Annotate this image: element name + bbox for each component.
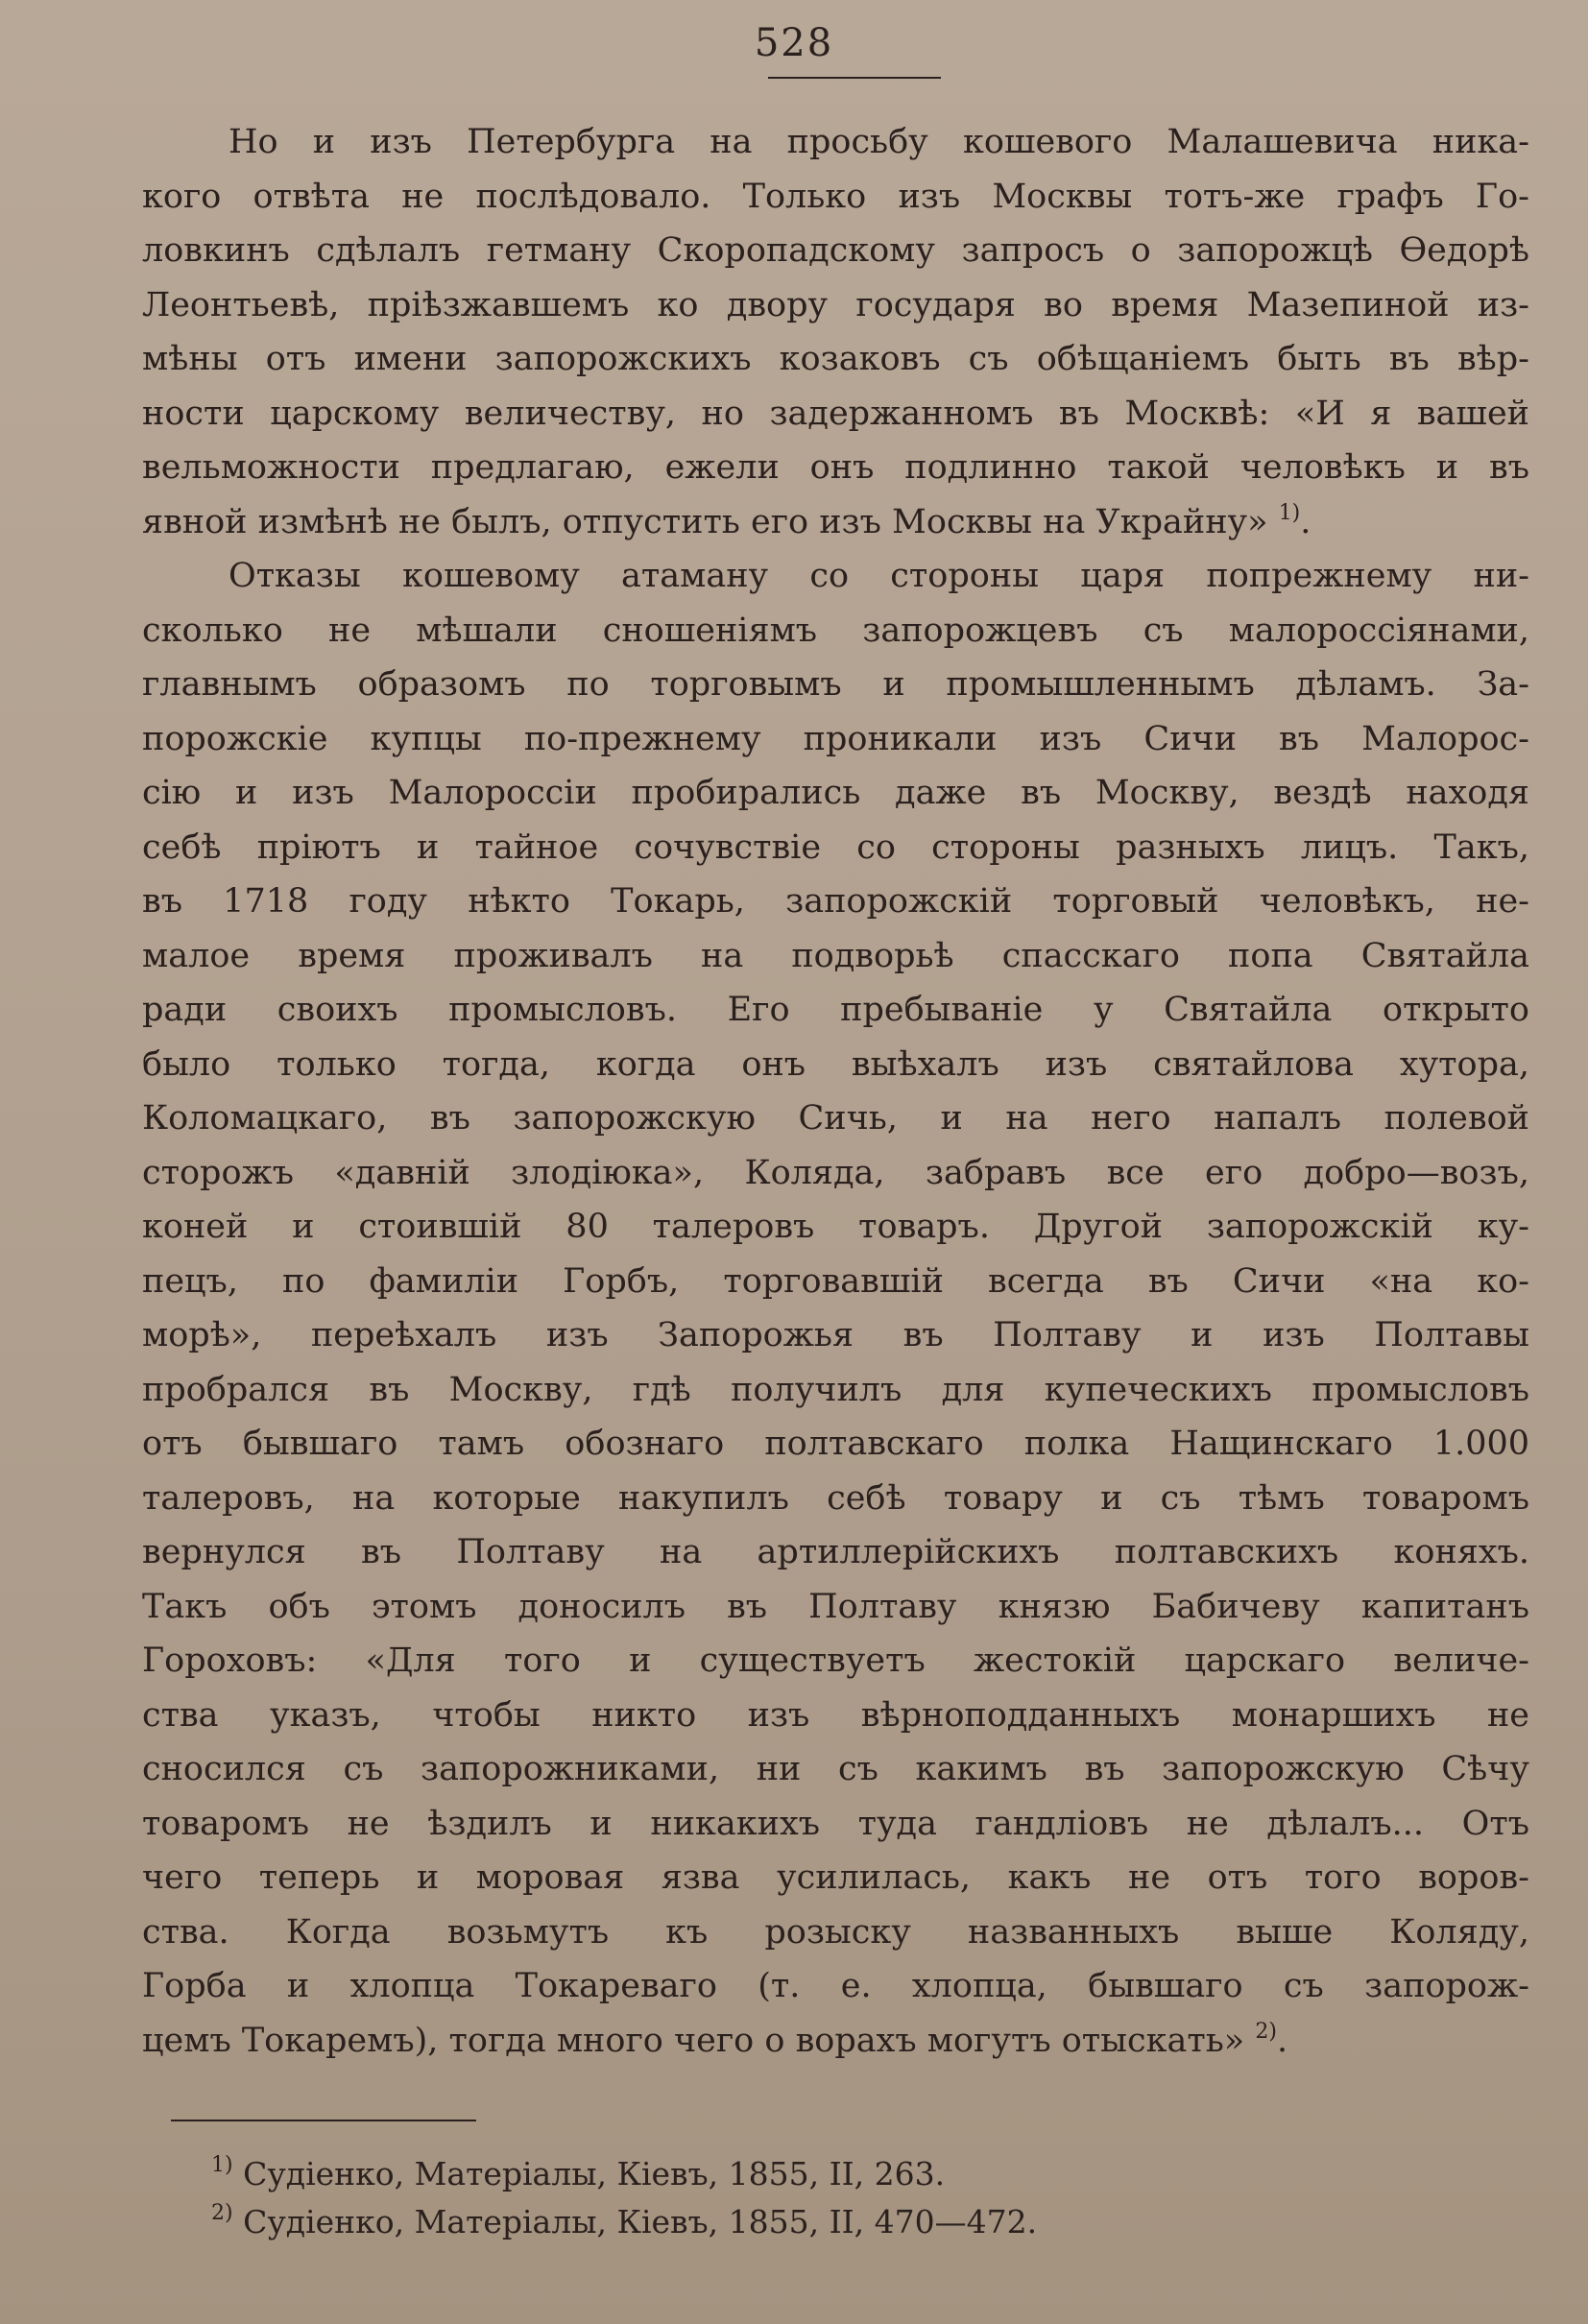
footnote-mark: 1) bbox=[211, 2153, 233, 2177]
text-line: главнымъ образомъ по торговымъ и промышленнымъ дѣламъ. За- bbox=[142, 665, 1529, 704]
footnote-2 bbox=[211, 2198, 1363, 2246]
footnote-text: Судіенко, Матеріалы, Кіевъ, 1855, II, 470—472. bbox=[243, 2203, 1038, 2240]
text-line: морѣ», переѣхалъ изъ Запорожья въ Полтаву и изъ Полтавы bbox=[142, 1316, 1529, 1354]
footnote-1 bbox=[211, 2150, 1363, 2198]
footnote-text: Судіенко, Матеріалы, Кіевъ, 1855, II, 263. bbox=[243, 2155, 946, 2192]
text-line: сторожъ «давній злодіюка», Коляда, забравъ все его добро—возъ, bbox=[142, 1153, 1529, 1192]
text-line: малое время проживалъ на подворьѣ спасскаго попа Святайла bbox=[142, 936, 1529, 975]
text-line: чего теперь и моровая язва усилилась, какъ не отъ того воров- bbox=[142, 1858, 1529, 1897]
footnote-ref-1: 1) bbox=[1278, 500, 1301, 525]
text-line: коней и стоившій 80 талеровъ товаръ. Другой запорожскій ку- bbox=[142, 1208, 1529, 1246]
text-line: Горба и хлопца Токареваго (т. е. хлопца, бывшаго съ запорож- bbox=[142, 1967, 1529, 2005]
text-line: талеровъ, на которые накупилъ себѣ товару и съ тѣмъ товаромъ bbox=[142, 1478, 1529, 1518]
text-line: Гороховъ: «Для того и существуетъ жестокій царскаго величе- bbox=[142, 1641, 1529, 1680]
text-line: товаромъ не ѣздилъ и никакихъ туда гандліовъ не дѣлалъ... Отъ bbox=[142, 1804, 1529, 1843]
page-number-rule bbox=[768, 77, 941, 79]
text-line: сколько не мѣшали сношеніямъ запорожцевъ съ малороссіянами, bbox=[142, 611, 1529, 650]
footnote-mark: 2) bbox=[211, 2201, 233, 2225]
text-line: въ 1718 году нѣкто Токарь, запорожскій торговый человѣкъ, не- bbox=[142, 882, 1529, 921]
text-line-with-footnote bbox=[142, 2014, 1529, 2069]
text-line: ности царскому величеству, но задержанномъ въ Москвѣ: «И я вашей bbox=[142, 394, 1529, 433]
text-line: Но и изъ Петербурга на просьбу кошевого Малашевича ника- bbox=[229, 123, 1529, 161]
text-line: Леонтьевѣ, пріѣзжавшемъ ко двору государя во время Мазепиной из- bbox=[142, 285, 1529, 324]
text-line: кого отвѣта не послѣдовало. Только изъ Москвы тотъ-же графъ Го- bbox=[142, 177, 1529, 216]
text-line: ства указъ, чтобы никто изъ вѣрноподданныхъ монаршихъ не bbox=[142, 1695, 1529, 1735]
text-line: ради своихъ промысловъ. Его пребываніе у Святайла открыто bbox=[142, 991, 1529, 1029]
text-line: вернулся въ Полтаву на артиллерійскихъ полтавскихъ коняхъ. bbox=[142, 1533, 1529, 1571]
text-line: отъ бывшаго тамъ обознаго полтавскаго полка Нащинскаго 1.000 bbox=[142, 1425, 1529, 1463]
text-line: было только тогда, когда онъ выѣхалъ изъ святайлова хутора, bbox=[142, 1044, 1529, 1084]
text-line: пробрался въ Москву, гдѣ получилъ для купеческихъ промысловъ bbox=[142, 1370, 1529, 1409]
body-text bbox=[142, 115, 1529, 2068]
text-line-tail: . bbox=[1276, 2021, 1288, 2060]
text-line: вельможности предлагаю, ежели онъ подлинно такой человѣкъ и въ bbox=[142, 448, 1529, 487]
text-line: ловкинъ сдѣлалъ гетману Скоропадскому запросъ о запорожцѣ Ѳедорѣ bbox=[142, 231, 1529, 270]
footnotes bbox=[211, 2150, 1363, 2246]
text-line: себѣ пріютъ и тайное сочувствіе со стороны разныхъ лицъ. Такъ, bbox=[142, 827, 1529, 867]
text-line: ства. Когда возьмутъ къ розыску названныхъ выше Коляду, bbox=[142, 1912, 1529, 1952]
text-line-with-footnote bbox=[142, 495, 1529, 550]
text-line: сносился съ запорожниками, ни съ какимъ въ запорожскую Сѣчу bbox=[142, 1750, 1529, 1788]
text-line: Коломацкаго, въ запорожскую Сичь, и на него напалъ полевой bbox=[142, 1099, 1529, 1138]
text-line: Такъ объ этомъ доносилъ въ Полтаву князю Бабичеву капитанъ bbox=[142, 1587, 1529, 1626]
text-line: порожскіе купцы по-прежнему проникали изъ Сичи въ Малорос- bbox=[142, 719, 1529, 758]
text-line-tail: . bbox=[1300, 502, 1311, 541]
text-line: Отказы кошевому атаману со стороны царя попрежнему ни- bbox=[229, 557, 1529, 595]
text-line-content: цемъ Токаремъ), тогда много чего о ворахъ могутъ отыскать» bbox=[142, 2021, 1245, 2060]
text-line: мѣны отъ имени запорожскихъ козаковъ съ обѣщаніемъ быть въ вѣр- bbox=[142, 340, 1529, 378]
text-line: пецъ, по фамиліи Горбъ, торговавшій всегда въ Сичи «на ко- bbox=[142, 1261, 1529, 1301]
page-number: 528 bbox=[754, 21, 834, 65]
footnote-separator bbox=[171, 2120, 476, 2121]
text-line: сію и изъ Малороссіи пробирались даже въ Москву, вездѣ находя bbox=[142, 774, 1529, 812]
text-line-content: явной измѣнѣ не былъ, отпустить его изъ Москвы на Украйну» bbox=[142, 502, 1268, 541]
footnote-ref-2: 2) bbox=[1255, 2019, 1277, 2044]
